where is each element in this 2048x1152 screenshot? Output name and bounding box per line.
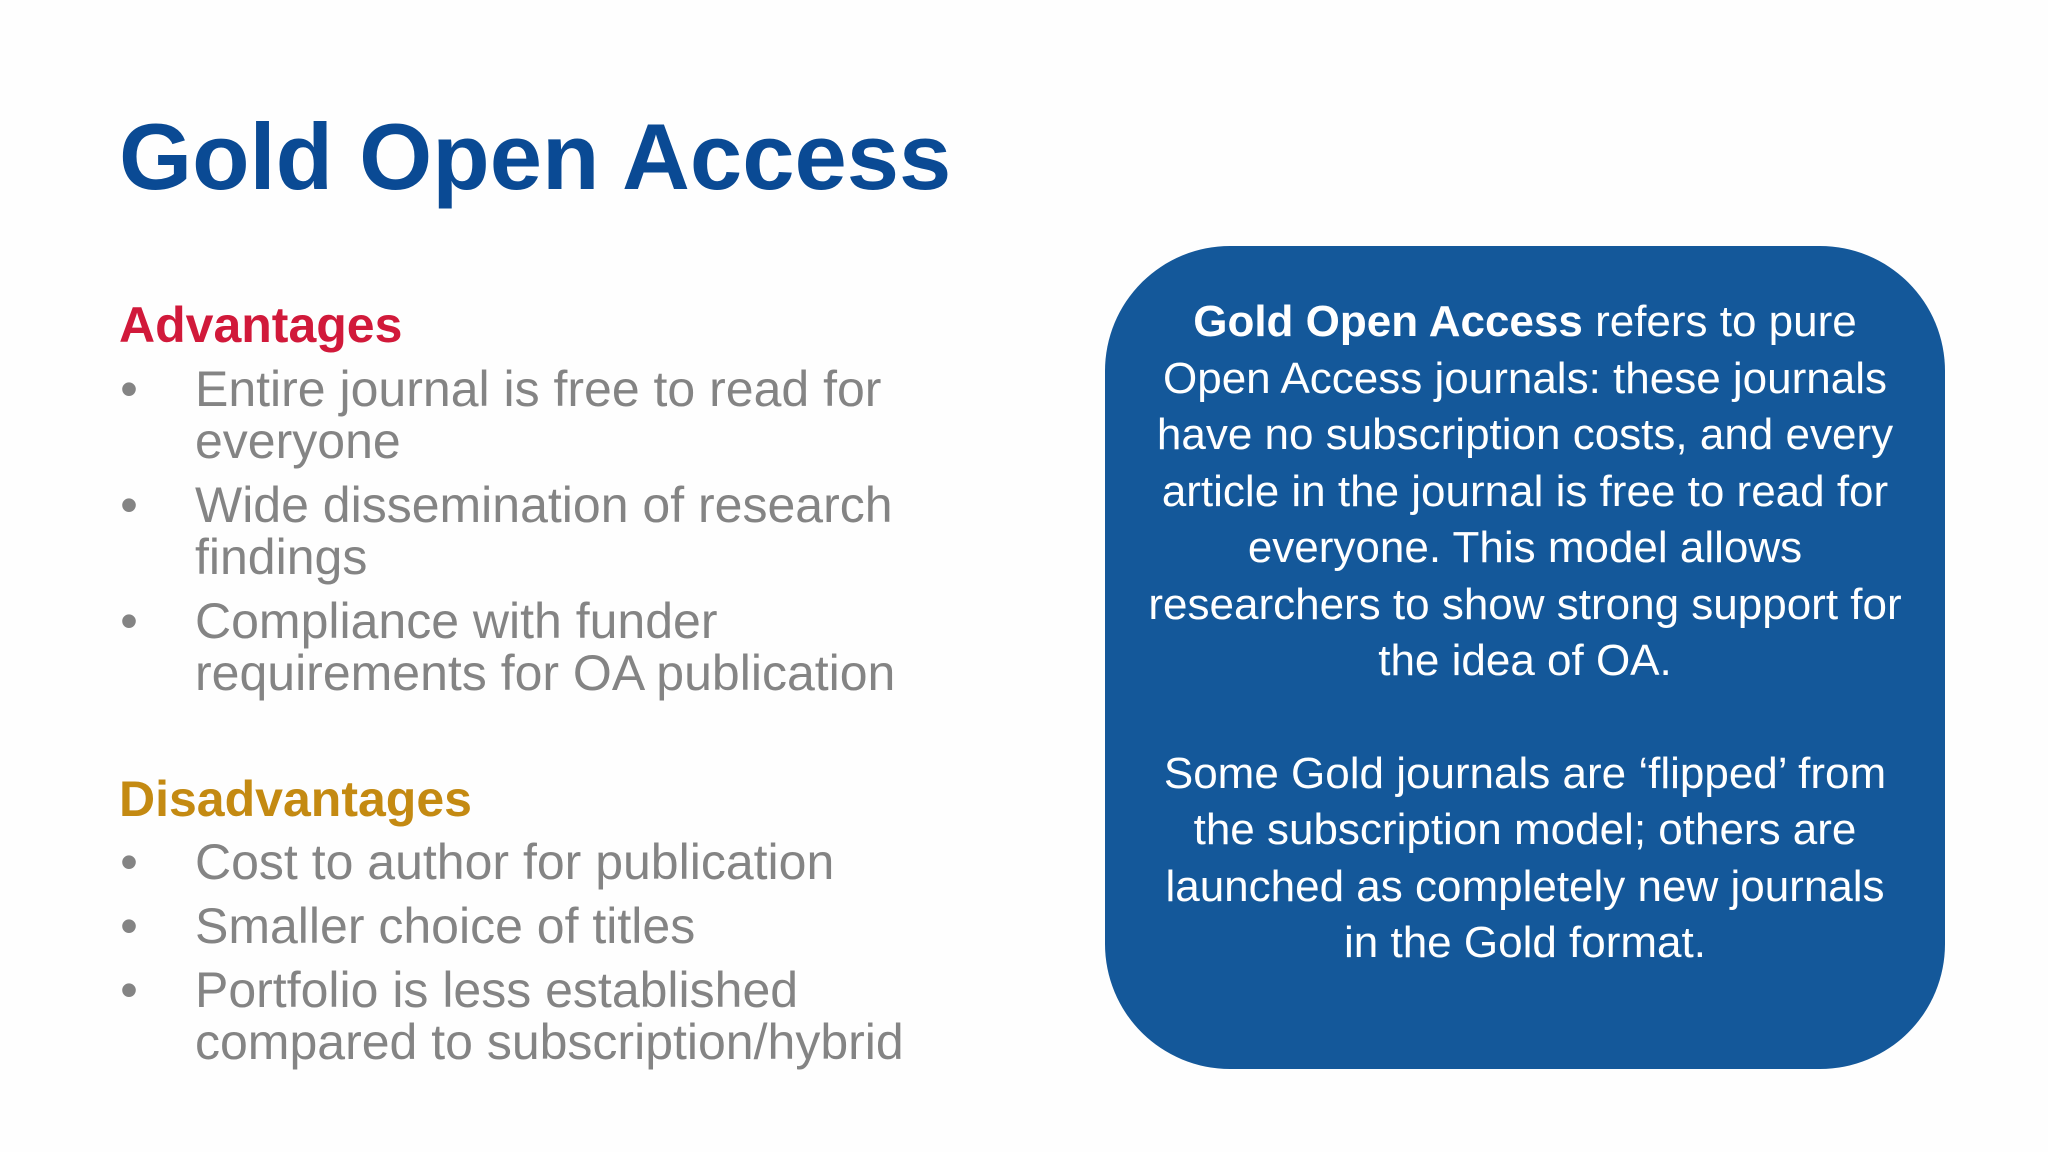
advantages-list xyxy=(119,363,999,711)
slide-title: Gold Open Access xyxy=(119,104,952,209)
list-item xyxy=(119,595,999,699)
info-paragraph-2: Some Gold journals are ‘flipped’ from the subscription model; others are launched as completely new journals in the Gold format. xyxy=(1163,748,1887,967)
bullet-icon: • xyxy=(120,834,138,890)
bullet-icon: • xyxy=(120,361,138,417)
disadvantage-text: Portfolio is less established compared to subscription/hybrid xyxy=(195,962,904,1070)
info-box xyxy=(1105,246,1945,1069)
advantage-text: Entire journal is free to read for everyone xyxy=(195,361,882,469)
advantage-text: Compliance with funder requirements for OA publication xyxy=(195,593,896,701)
list-item xyxy=(119,836,999,888)
info-term: Gold Open Access xyxy=(1193,297,1583,346)
info-definition: refers to pure Open Access journals: these journals have no subscription costs, and every article in the journal is free to read for everyone. This model allows researchers to show strong support for the idea of OA. xyxy=(1148,297,1902,685)
bullet-icon: • xyxy=(120,962,138,1018)
bullet-icon: • xyxy=(120,593,138,649)
list-item xyxy=(119,964,999,1068)
list-item xyxy=(119,479,999,583)
advantage-text: Wide dissemination of research findings xyxy=(195,477,893,585)
disadvantage-text: Cost to author for publication xyxy=(195,834,835,890)
advantages-heading: Advantages xyxy=(119,297,403,353)
disadvantage-text: Smaller choice of titles xyxy=(195,898,696,954)
bullet-icon: • xyxy=(120,477,138,533)
info-paragraph-1 xyxy=(1145,294,1905,690)
list-item xyxy=(119,363,999,467)
disadvantages-heading: Disadvantages xyxy=(119,771,472,827)
bullet-icon: • xyxy=(120,898,138,954)
disadvantages-list xyxy=(119,836,999,1080)
list-item xyxy=(119,900,999,952)
